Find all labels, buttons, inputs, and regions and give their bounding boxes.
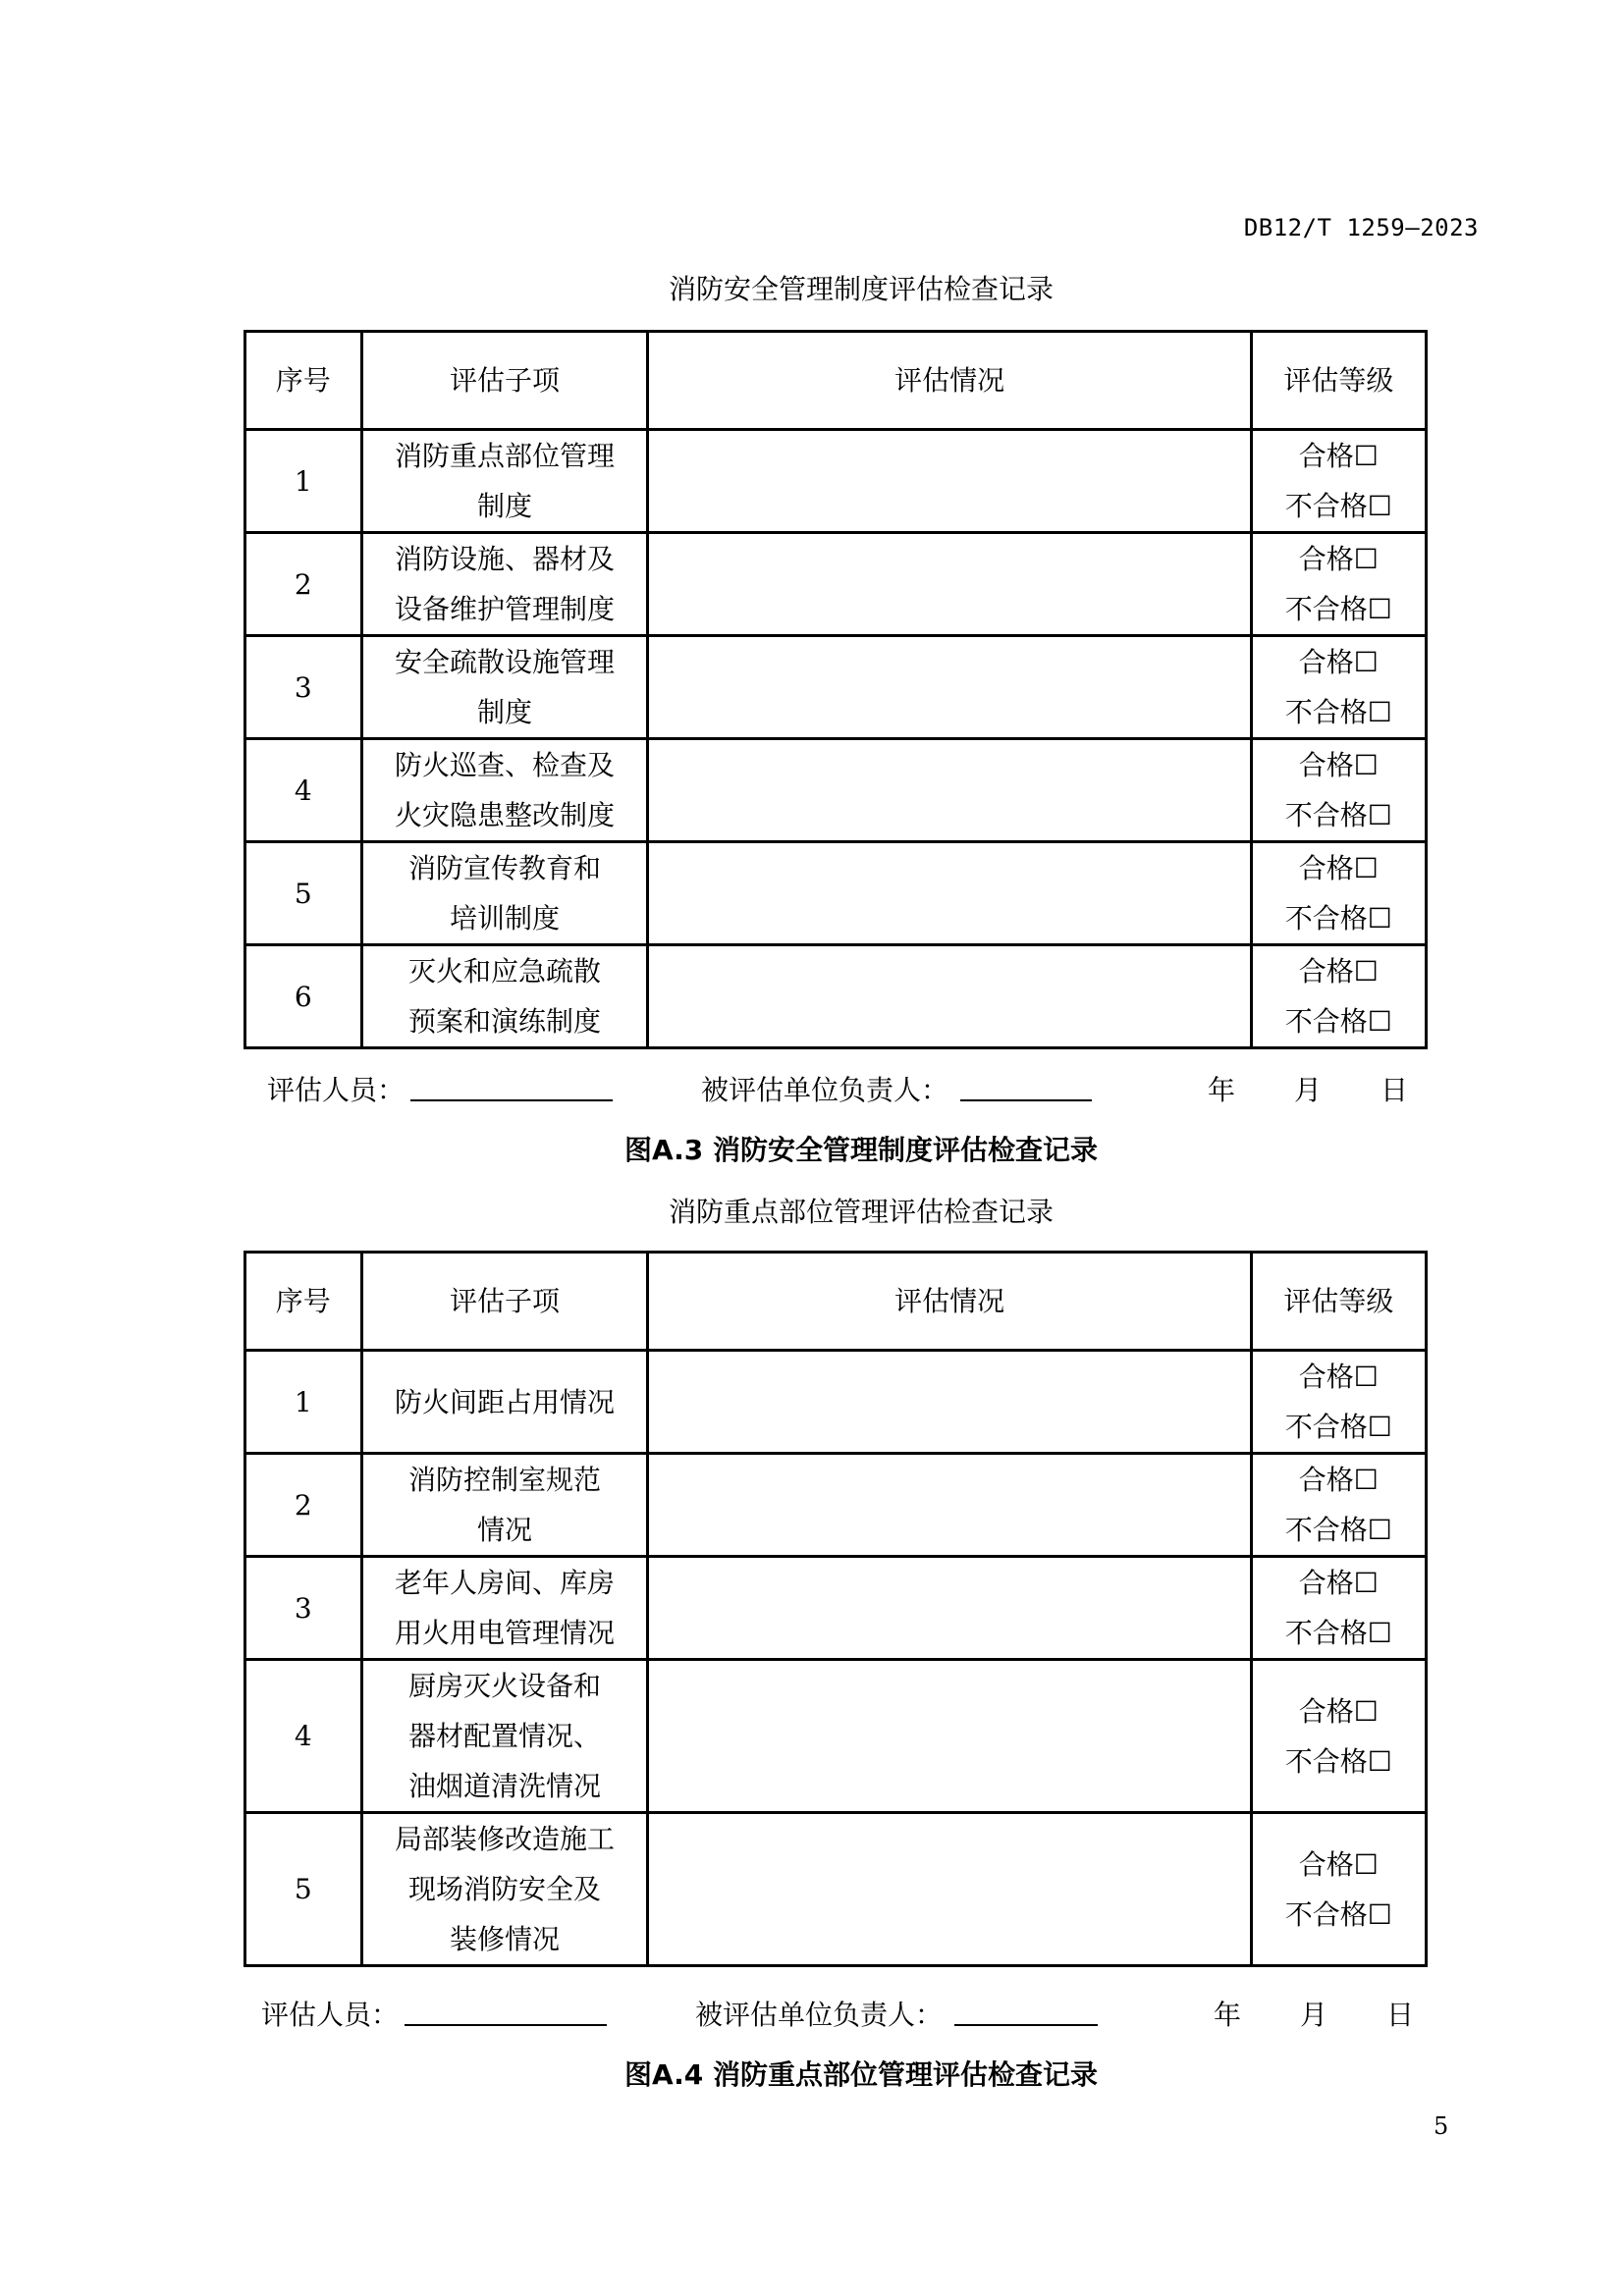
- table2-assessment-record: [244, 1251, 1428, 1967]
- row-number: 2: [245, 1454, 362, 1557]
- pass-checkbox[interactable]: 合格☐: [1298, 1361, 1379, 1393]
- assessment-status-cell[interactable]: [648, 1813, 1251, 1966]
- assessment-grade-cell: [1251, 1813, 1426, 1966]
- assessment-grade-cell: [1251, 533, 1426, 636]
- assessment-status-cell[interactable]: [648, 1351, 1251, 1454]
- assessor-signature-line: [405, 2024, 607, 2026]
- row-number: 3: [245, 1557, 362, 1660]
- fail-checkbox[interactable]: 不合格☐: [1284, 1897, 1392, 1931]
- assessor-signature-line: [410, 1099, 613, 1101]
- responsible-signature-line: [954, 2024, 1098, 2026]
- header-item: 评估子项: [361, 1253, 648, 1351]
- assessment-item-line: 消防重点部位管理: [395, 440, 616, 472]
- fail-checkbox[interactable]: 不合格☐: [1284, 799, 1392, 831]
- assessment-item-line: 油烟道清洗情况: [408, 1770, 602, 1802]
- header-no: 序号: [245, 1253, 362, 1351]
- assessment-status-cell[interactable]: [648, 430, 1251, 533]
- pass-checkbox[interactable]: 合格☐: [1298, 749, 1379, 781]
- row-number: 4: [245, 1660, 362, 1813]
- header-no: 序号: [245, 332, 362, 430]
- table-row: [245, 1557, 1427, 1660]
- assessment-item-line: 安全疏散设施管理: [395, 646, 616, 678]
- fail-checkbox[interactable]: 不合格☐: [1284, 902, 1392, 934]
- assessment-grade-cell: [1251, 1660, 1426, 1813]
- fail-checkbox[interactable]: 不合格☐: [1284, 490, 1392, 522]
- table2-caption: 消防重点部位管理评估检查记录: [668, 1196, 1054, 1228]
- pass-checkbox[interactable]: 合格☐: [1298, 1847, 1379, 1881]
- responsible-label: 被评估单位负责人：: [701, 1074, 949, 1106]
- assessment-item: [361, 945, 648, 1048]
- pass-checkbox[interactable]: 合格☐: [1298, 440, 1379, 472]
- assessment-grade-cell: [1251, 1454, 1426, 1557]
- responsible-label: 被评估单位负责人：: [695, 1999, 944, 2031]
- table-row: [245, 842, 1427, 945]
- assessment-item-line: 器材配置情况、: [408, 1720, 602, 1752]
- row-number: 3: [245, 636, 362, 739]
- assessment-item: [361, 533, 648, 636]
- assessment-item-line: 老年人房间、库房: [395, 1567, 616, 1599]
- assessment-item: [361, 1660, 648, 1813]
- fail-checkbox[interactable]: 不合格☐: [1284, 1005, 1392, 1038]
- table-row: [245, 1813, 1427, 1966]
- table-row: [245, 1454, 1427, 1557]
- table1-assessment-record: [244, 330, 1428, 1049]
- assessment-item-line: 火灾隐患整改制度: [395, 799, 616, 831]
- table1-caption: 消防安全管理制度评估检查记录: [668, 273, 1054, 305]
- fail-checkbox[interactable]: 不合格☐: [1284, 1617, 1392, 1649]
- figure-a3-caption: 图A.3 消防安全管理制度评估检查记录: [623, 1134, 1099, 1166]
- assessment-status-cell[interactable]: [648, 533, 1251, 636]
- assessment-item: [361, 1351, 648, 1454]
- assessment-item-line: 装修情况: [450, 1923, 561, 1955]
- document-code: DB12/T 1259—2023: [1243, 214, 1479, 241]
- table-row: [245, 1351, 1427, 1454]
- assessment-item-line: 制度: [477, 490, 533, 522]
- assessment-grade-cell: [1251, 1557, 1426, 1660]
- responsible-signature-line: [960, 1099, 1092, 1101]
- table-row: [245, 739, 1427, 842]
- assessment-item: [361, 1813, 648, 1966]
- pass-checkbox[interactable]: 合格☐: [1298, 955, 1379, 988]
- year-label: 年: [1214, 1999, 1242, 2031]
- assessment-grade-cell: [1251, 1351, 1426, 1454]
- assessment-grade-cell: [1251, 636, 1426, 739]
- month-label: 月: [1294, 1074, 1323, 1106]
- pass-checkbox[interactable]: 合格☐: [1298, 543, 1379, 575]
- assessment-item-line: 厨房灭火设备和: [408, 1670, 602, 1702]
- day-label: 日: [1386, 1999, 1415, 2031]
- row-number: 4: [245, 739, 362, 842]
- page-number: 5: [1434, 2112, 1449, 2140]
- fail-checkbox[interactable]: 不合格☐: [1284, 1744, 1392, 1778]
- assessment-grade-cell: [1251, 842, 1426, 945]
- table-header-row: [245, 1253, 1427, 1351]
- assessment-item-line: 防火巡查、检查及: [395, 749, 616, 781]
- fail-checkbox[interactable]: 不合格☐: [1284, 696, 1392, 728]
- assessment-item: [361, 636, 648, 739]
- assessment-status-cell[interactable]: [648, 1660, 1251, 1813]
- assessment-item: [361, 739, 648, 842]
- assessment-item-line: 培训制度: [450, 902, 561, 934]
- assessment-status-cell[interactable]: [648, 636, 1251, 739]
- header-grade: 评估等级: [1251, 1253, 1426, 1351]
- row-number: 5: [245, 842, 362, 945]
- row-number: 1: [245, 430, 362, 533]
- header-item: 评估子项: [361, 332, 648, 430]
- assessment-item-line: 防火间距占用情况: [395, 1385, 616, 1418]
- pass-checkbox[interactable]: 合格☐: [1298, 1464, 1379, 1496]
- row-number: 6: [245, 945, 362, 1048]
- assessment-item-line: 消防宣传教育和: [408, 852, 602, 884]
- assessor-label: 评估人员：: [267, 1074, 406, 1106]
- table-row: [245, 636, 1427, 739]
- pass-checkbox[interactable]: 合格☐: [1298, 646, 1379, 678]
- table-header-row: [245, 332, 1427, 430]
- assessment-item-line: 预案和演练制度: [408, 1005, 602, 1038]
- assessment-item: [361, 842, 648, 945]
- assessment-item-line: 灭火和应急疏散: [408, 955, 602, 988]
- assessment-item-line: 制度: [477, 696, 533, 728]
- pass-checkbox[interactable]: 合格☐: [1298, 852, 1379, 884]
- assessment-item: [361, 1454, 648, 1557]
- day-label: 日: [1380, 1074, 1409, 1106]
- header-status: 评估情况: [648, 1253, 1251, 1351]
- assessment-item-line: 局部装修改造施工: [395, 1823, 616, 1855]
- year-label: 年: [1208, 1074, 1236, 1106]
- assessment-item-line: 现场消防安全及: [408, 1873, 602, 1905]
- assessment-status-cell[interactable]: [648, 945, 1251, 1048]
- table-row: [245, 945, 1427, 1048]
- assessment-item-line: 消防设施、器材及: [395, 543, 616, 575]
- assessor-label: 评估人员：: [261, 1999, 400, 2031]
- month-label: 月: [1300, 1999, 1328, 2031]
- fail-checkbox[interactable]: 不合格☐: [1284, 1411, 1392, 1443]
- row-number: 5: [245, 1813, 362, 1966]
- assessment-item: [361, 430, 648, 533]
- figure-a4-caption: 图A.4 消防重点部位管理评估检查记录: [623, 2058, 1099, 2091]
- assessment-status-cell[interactable]: [648, 739, 1251, 842]
- fail-checkbox[interactable]: 不合格☐: [1284, 1514, 1392, 1546]
- table-row: [245, 430, 1427, 533]
- assessment-item-line: 情况: [477, 1514, 533, 1546]
- header-grade: 评估等级: [1251, 332, 1426, 430]
- table-row: [245, 533, 1427, 636]
- assessment-grade-cell: [1251, 739, 1426, 842]
- assessment-status-cell[interactable]: [648, 1557, 1251, 1660]
- header-status: 评估情况: [648, 332, 1251, 430]
- assessment-item-line: 设备维护管理制度: [395, 593, 616, 625]
- assessment-status-cell[interactable]: [648, 1454, 1251, 1557]
- row-number: 1: [245, 1351, 362, 1454]
- assessment-item-line: 用火用电管理情况: [395, 1617, 616, 1649]
- row-number: 2: [245, 533, 362, 636]
- assessment-status-cell[interactable]: [648, 842, 1251, 945]
- assessment-grade-cell: [1251, 430, 1426, 533]
- assessment-grade-cell: [1251, 945, 1426, 1048]
- pass-checkbox[interactable]: 合格☐: [1298, 1567, 1379, 1599]
- table-row: [245, 1660, 1427, 1813]
- assessment-item: [361, 1557, 648, 1660]
- assessment-item-line: 消防控制室规范: [408, 1464, 602, 1496]
- fail-checkbox[interactable]: 不合格☐: [1284, 593, 1392, 625]
- pass-checkbox[interactable]: 合格☐: [1298, 1694, 1379, 1728]
